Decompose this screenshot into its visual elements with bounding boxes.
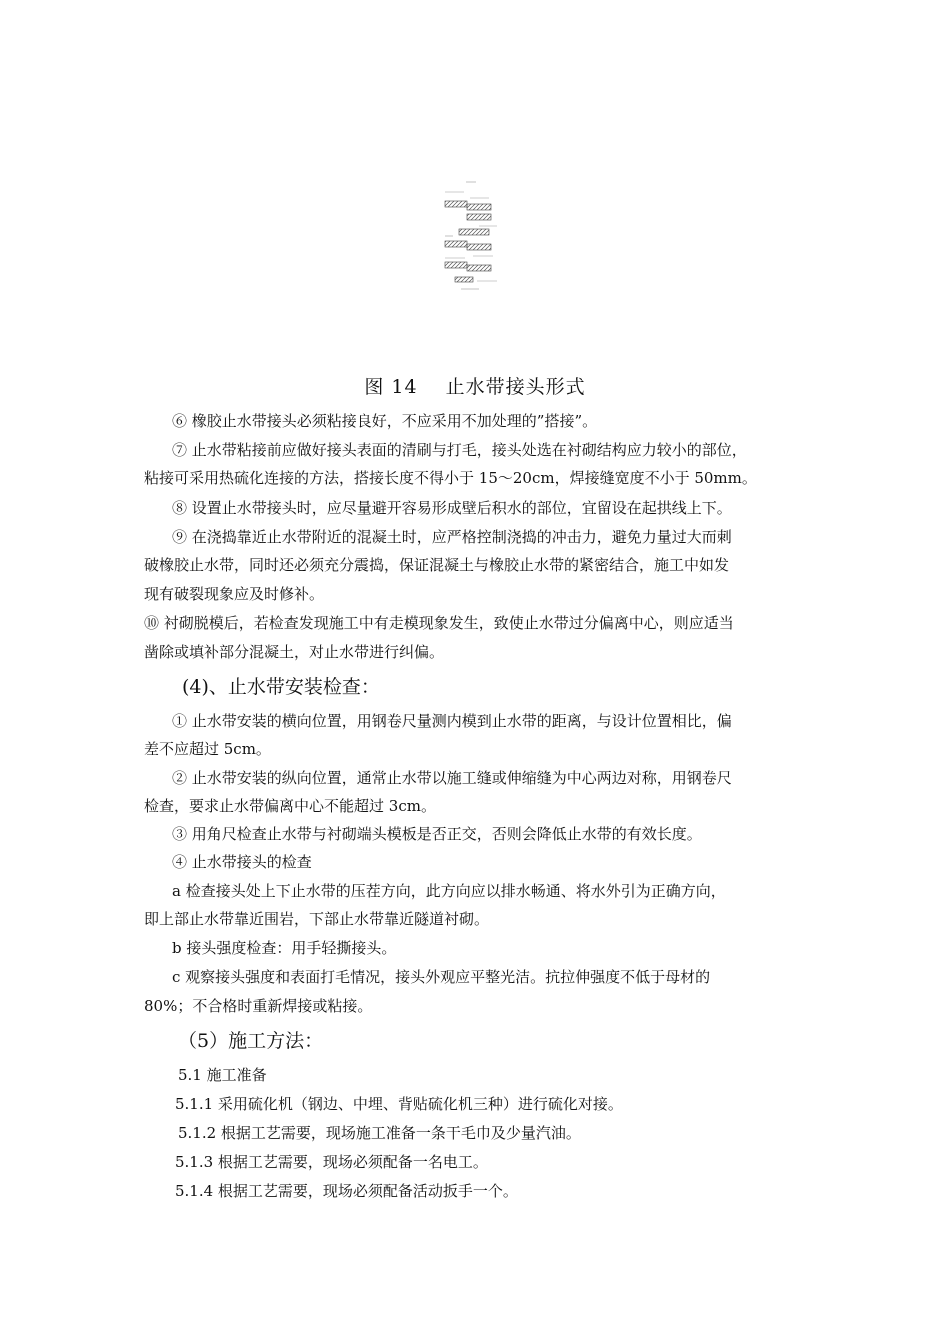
waterstop-section <box>445 262 467 268</box>
paragraph-9-line-1: ⑨ 在浇捣靠近止水带附近的混凝土时，应严格控制浇捣的冲击力，避免力量过大而刺 <box>172 528 732 546</box>
figure-title: 止水带接头形式 <box>445 376 586 398</box>
item-5-1-4: 5.1.4 根据工艺需要，现场必须配备活动扳手一个。 <box>175 1182 518 1200</box>
waterstop-joint-diagram <box>437 178 505 293</box>
waterstop-joint-figure <box>437 178 505 293</box>
check-item-a-line-2: 即上部止水带靠近围岩，下部止水带靠近隧道衬砌。 <box>144 910 490 928</box>
paragraph-9-line-2: 破橡胶止水带，同时还必须充分震捣，保证混凝土与橡胶止水带的紧密结合，施工中如发 <box>144 556 730 574</box>
check-item-c-line-1: c 观察接头强度和表面打毛情况，接头外观应平整光洁。抗拉伸强度不低于母材的 <box>172 968 711 986</box>
check-item-1-line-2: 差不应超过 5cm。 <box>144 740 271 758</box>
section-4-heading: (4)、止水带安装检查： <box>182 676 380 698</box>
item-5-1-3: 5.1.3 根据工艺需要，现场必须配备一名电工。 <box>175 1153 488 1171</box>
waterstop-section <box>467 244 491 250</box>
subsection-5-1: 5.1 施工准备 <box>178 1066 267 1084</box>
waterstop-section <box>459 229 489 235</box>
item-5-1-1: 5.1.1 采用硫化机（钢边、中埋、背贴硫化机三种）进行硫化对接。 <box>175 1095 623 1113</box>
check-item-1-line-1: ① 止水带安装的横向位置，用钢卷尺量测内模到止水带的距离，与设计位置相比，偏 <box>172 712 732 730</box>
paragraph-10-line-1: ⑩ 衬砌脱模后，若检查发现施工中有走模现象发生，致使止水带过分偏离中心，则应适当 <box>144 614 734 632</box>
waterstop-section <box>445 201 467 207</box>
check-item-c-line-2: 80%；不合格时重新焊接或粘接。 <box>144 997 373 1015</box>
paragraph-7-line-2: 粘接可采用热硫化连接的方法，搭接长度不得小于 15～20cm，焊接缝宽度不小于 50mm。 <box>144 469 757 487</box>
check-item-b: b 接头强度检查：用手轻撕接头。 <box>172 939 397 957</box>
figure-number: 图 14 <box>364 376 418 398</box>
check-item-a-line-1: a 检查接头处上下止水带的压茬方向，此方向应以排水畅通、将水外引为正确方向， <box>172 882 726 900</box>
paragraph-6: ⑥ 橡胶止水带接头必须粘接良好，不应采用不加处理的”搭接”。 <box>172 412 598 430</box>
check-item-2-line-1: ② 止水带安装的纵向位置，通常止水带以施工缝或伸缩缝为中心两边对称，用钢卷尺 <box>172 769 732 787</box>
waterstop-section <box>467 214 491 220</box>
check-item-2-line-2: 检查，要求止水带偏离中心不能超过 3cm。 <box>144 797 436 815</box>
check-item-3: ③ 用角尺检查止水带与衬砌端头模板是否正交，否则会降低止水带的有效长度。 <box>172 825 702 843</box>
paragraph-8: ⑧ 设置止水带接头时，应尽量避开容易形成壁后积水的部位，宜留设在起拱线上下。 <box>172 499 732 517</box>
waterstop-section <box>445 241 467 247</box>
figure-caption <box>0 372 950 399</box>
paragraph-9-line-3: 现有破裂现象应及时修补。 <box>144 585 325 603</box>
check-item-4: ④ 止水带接头的检查 <box>172 853 312 871</box>
waterstop-section <box>455 277 473 282</box>
paragraph-10-line-2: 凿除或填补部分混凝土，对止水带进行纠偏。 <box>144 643 445 661</box>
waterstop-section <box>467 204 491 210</box>
section-5-heading: （5）施工方法： <box>178 1030 324 1052</box>
paragraph-7-line-1: ⑦ 止水带粘接前应做好接头表面的清刷与打毛，接头处选在衬砌结构应力较小的部位， <box>172 441 747 459</box>
item-5-1-2: 5.1.2 根据工艺需要，现场施工准备一条干毛巾及少量汽油。 <box>178 1124 581 1142</box>
waterstop-section <box>467 265 491 271</box>
